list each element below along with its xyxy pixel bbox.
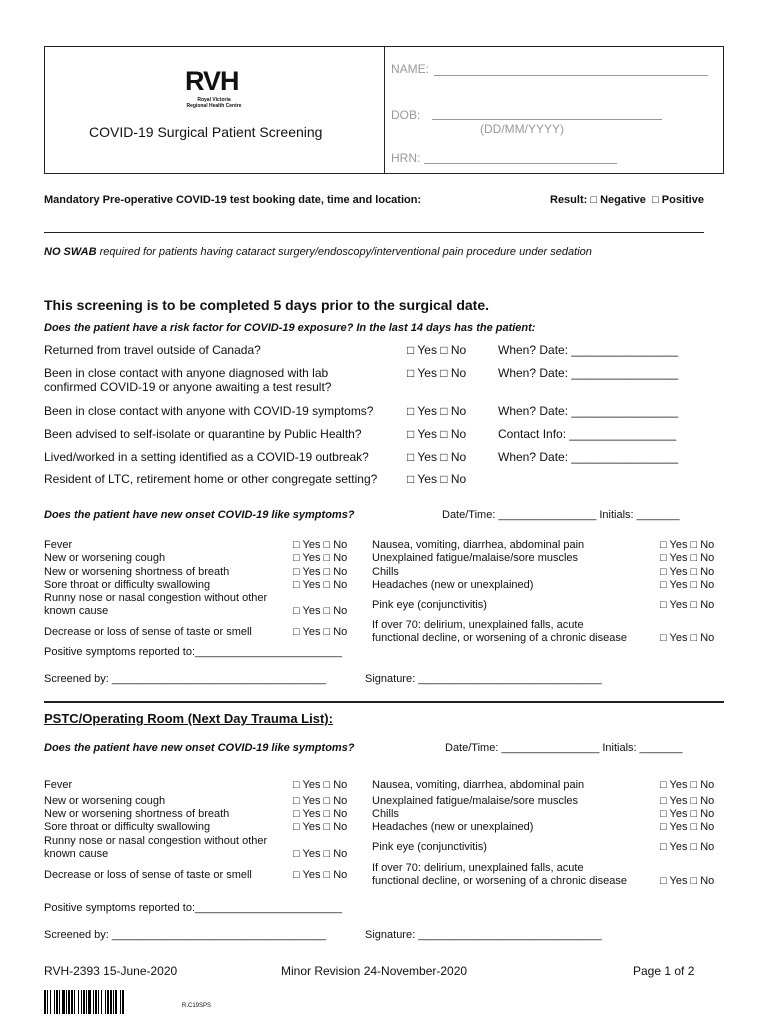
barcode-image (44, 990, 179, 1014)
result-row (550, 194, 704, 206)
yes-no-checkboxes[interactable]: □ Yes □ No (660, 579, 715, 591)
datetime-initials[interactable]: Date/Time: ________________ Initials: _______ (442, 509, 680, 521)
risk-question-text: Been advised to self-isolate or quarantine by Public Health? (44, 427, 362, 441)
barcode-code: R.C19SPS (182, 1003, 212, 1009)
symptom-right: Headaches (new or unexplained) (372, 579, 534, 591)
revision: Minor Revision 24-November-2020 (281, 964, 468, 978)
positive-reported-to[interactable]: Positive symptoms reported to:________________________ (44, 646, 342, 658)
symptom-right: functional decline, or worsening of a chronic disease (372, 875, 627, 887)
symptom-right: Chills (372, 566, 399, 578)
booking-label: Mandatory Pre-operative COVID-19 test booking date, time and location: (44, 194, 422, 206)
yes-no-checkboxes[interactable]: □ Yes □ No (293, 579, 348, 591)
symptom-left: Runny nose or nasal congestion without other (44, 835, 268, 847)
no-swab-note (44, 246, 592, 258)
pstc-title: PSTC/Operating Room (Next Day Trauma List): (44, 711, 333, 726)
logo-subtitle-line-2: Regional Health Centre (186, 103, 242, 109)
yes-no-checkboxes[interactable]: □ Yes □ No (660, 632, 715, 644)
screened-by[interactable]: Screened by: ___________________________________ (44, 673, 326, 685)
symptom-right: Pink eye (conjunctivitis) (372, 841, 487, 853)
yes-no-checkboxes[interactable]: □ Yes □ No (293, 539, 348, 551)
no-swab-bold: NO SWAB (44, 246, 97, 258)
symptom-right: Chills (372, 808, 399, 820)
pstc-screened-by[interactable]: Screened by: ___________________________________ (44, 929, 326, 941)
symptom-right: functional decline, or worsening of a chronic disease (372, 632, 627, 644)
symptom-right: If over 70: delirium, unexplained falls, acute (372, 862, 584, 874)
hrn-label: HRN: (391, 151, 421, 165)
risk-question-text: Returned from travel outside of Canada? (44, 343, 261, 357)
symptom-right: Headaches (new or unexplained) (372, 821, 534, 833)
form-title: COVID-19 Surgical Patient Screening (89, 124, 323, 140)
pstc-datetime-initials[interactable]: Date/Time: ________________ Initials: _______ (445, 742, 683, 754)
risk-follow-up-field[interactable]: Contact Info: ________________ (498, 427, 677, 441)
dob-label: DOB: (391, 108, 421, 122)
name-label: NAME: (391, 62, 430, 76)
yes-no-checkboxes[interactable]: □ Yes □ No (293, 821, 348, 833)
symptom-right: Pink eye (conjunctivitis) (372, 599, 487, 611)
symptom-left: Runny nose or nasal congestion without other (44, 592, 268, 604)
pstc-symptoms-question: Does the patient have new onset COVID-19 like symptoms? (44, 742, 355, 754)
symptom-left: New or worsening shortness of breath (44, 808, 230, 820)
yes-no-checkboxes[interactable]: □ Yes □ No (660, 539, 715, 551)
symptom-left: New or worsening cough (44, 795, 166, 807)
yes-no-checkboxes[interactable]: □ Yes □ No (660, 566, 715, 578)
yes-no-checkboxes[interactable]: □ Yes □ No (660, 841, 715, 853)
risk-question-text: Lived/worked in a setting identified as a COVID-19 outbreak? (44, 450, 369, 464)
name-field[interactable] (434, 62, 708, 76)
yes-no-checkboxes[interactable]: □ Yes □ No (660, 599, 715, 611)
section-divider (44, 701, 724, 703)
pstc-signature[interactable]: Signature: ______________________________ (365, 929, 602, 941)
yes-no-checkboxes[interactable]: □ Yes □ No (293, 552, 348, 564)
yes-no-checkboxes[interactable]: □ Yes □ No (407, 450, 467, 464)
symptoms-question: Does the patient have new onset COVID-19 like symptoms? (44, 509, 355, 521)
pstc-positive-reported-to[interactable]: Positive symptoms reported to:________________________ (44, 902, 342, 914)
yes-no-checkboxes[interactable]: □ Yes □ No (293, 795, 348, 807)
symptom-left: Fever (44, 779, 73, 791)
symptom-left: Decrease or loss of sense of taste or smell (44, 626, 252, 638)
yes-no-checkboxes[interactable]: □ Yes □ No (293, 779, 348, 791)
yes-no-checkboxes[interactable]: □ Yes □ No (660, 821, 715, 833)
screening-title: This screening is to be completed 5 days prior to the surgical date. (44, 297, 489, 313)
logo-subtitle-line-1: Royal Victoria (197, 97, 231, 103)
symptom-right: Nausea, vomiting, diarrhea, abdominal pain (372, 539, 585, 551)
symptom-left: known cause (44, 605, 109, 617)
positive-label: Positive (661, 194, 704, 206)
yes-no-checkboxes[interactable]: □ Yes □ No (660, 779, 715, 791)
symptom-left: New or worsening cough (44, 552, 166, 564)
yes-no-checkboxes[interactable]: □ Yes □ No (293, 848, 348, 860)
rvh-logo: RVH (185, 66, 239, 96)
hrn-field[interactable] (424, 150, 617, 164)
risk-follow-up-field[interactable]: When? Date: ________________ (498, 450, 679, 464)
risk-question-text: Been in close contact with anyone with COVID-19 symptoms? (44, 404, 374, 418)
yes-no-checkboxes[interactable]: □ Yes □ No (407, 366, 467, 380)
symptom-right: Unexplained fatigue/malaise/sore muscles (372, 552, 579, 564)
symptom-left: New or worsening shortness of breath (44, 566, 230, 578)
risk-question-text: Resident of LTC, retirement home or other congregate setting? (44, 472, 378, 486)
yes-no-checkboxes[interactable]: □ Yes □ No (293, 808, 348, 820)
no-swab-rest: required for patients having cataract surgery/endoscopy/interventional pain procedure under sedation (96, 246, 592, 258)
result-label: Result: (550, 194, 588, 206)
yes-no-checkboxes[interactable]: □ Yes □ No (407, 404, 467, 418)
yes-no-checkboxes[interactable]: □ Yes □ No (293, 605, 348, 617)
risk-question-text-cont: confirmed COVID-19 or anyone awaiting a test result? (44, 380, 332, 394)
negative-checkbox[interactable]: □ (590, 194, 597, 206)
yes-no-checkboxes[interactable]: □ Yes □ No (407, 427, 467, 441)
yes-no-checkboxes[interactable]: □ Yes □ No (660, 875, 715, 887)
rvh-logo-subtitle (180, 97, 248, 109)
yes-no-checkboxes[interactable]: □ Yes □ No (660, 795, 715, 807)
symptom-right: If over 70: delirium, unexplained falls, acute (372, 619, 584, 631)
symptom-left: known cause (44, 848, 109, 860)
yes-no-checkboxes[interactable]: □ Yes □ No (407, 472, 467, 486)
yes-no-checkboxes[interactable]: □ Yes □ No (407, 343, 467, 357)
risk-question: Does the patient have a risk factor for COVID-19 exposure? In the last 14 days has the patient: (44, 322, 536, 334)
risk-question-text: Been in close contact with anyone diagnosed with lab (44, 366, 329, 380)
symptom-left: Decrease or loss of sense of taste or smell (44, 869, 252, 881)
yes-no-checkboxes[interactable]: □ Yes □ No (293, 566, 348, 578)
negative-label: Negative (600, 194, 646, 206)
page-number: Page 1 of 2 (633, 964, 695, 978)
header-divider (384, 46, 385, 174)
signature[interactable]: Signature: ______________________________ (365, 673, 602, 685)
symptom-left: Fever (44, 539, 73, 551)
booking-line[interactable] (44, 232, 704, 233)
symptom-right: Unexplained fatigue/malaise/sore muscles (372, 795, 579, 807)
positive-checkbox[interactable]: □ (652, 194, 659, 206)
form-id: RVH-2393 15-June-2020 (44, 964, 178, 978)
risk-follow-up-field[interactable]: When? Date: ________________ (498, 343, 679, 357)
yes-no-checkboxes[interactable]: □ Yes □ No (293, 626, 348, 638)
yes-no-checkboxes[interactable]: □ Yes □ No (660, 808, 715, 820)
dob-field[interactable] (432, 106, 662, 120)
yes-no-checkboxes[interactable]: □ Yes □ No (660, 552, 715, 564)
risk-follow-up-field[interactable]: When? Date: ________________ (498, 404, 679, 418)
dob-format: (DD/MM/YYYY) (480, 122, 564, 136)
risk-follow-up-field[interactable]: When? Date: ________________ (498, 366, 679, 380)
symptom-right: Nausea, vomiting, diarrhea, abdominal pain (372, 779, 585, 791)
yes-no-checkboxes[interactable]: □ Yes □ No (293, 869, 348, 881)
symptom-left: Sore throat or difficulty swallowing (44, 821, 211, 833)
symptom-left: Sore throat or difficulty swallowing (44, 579, 211, 591)
